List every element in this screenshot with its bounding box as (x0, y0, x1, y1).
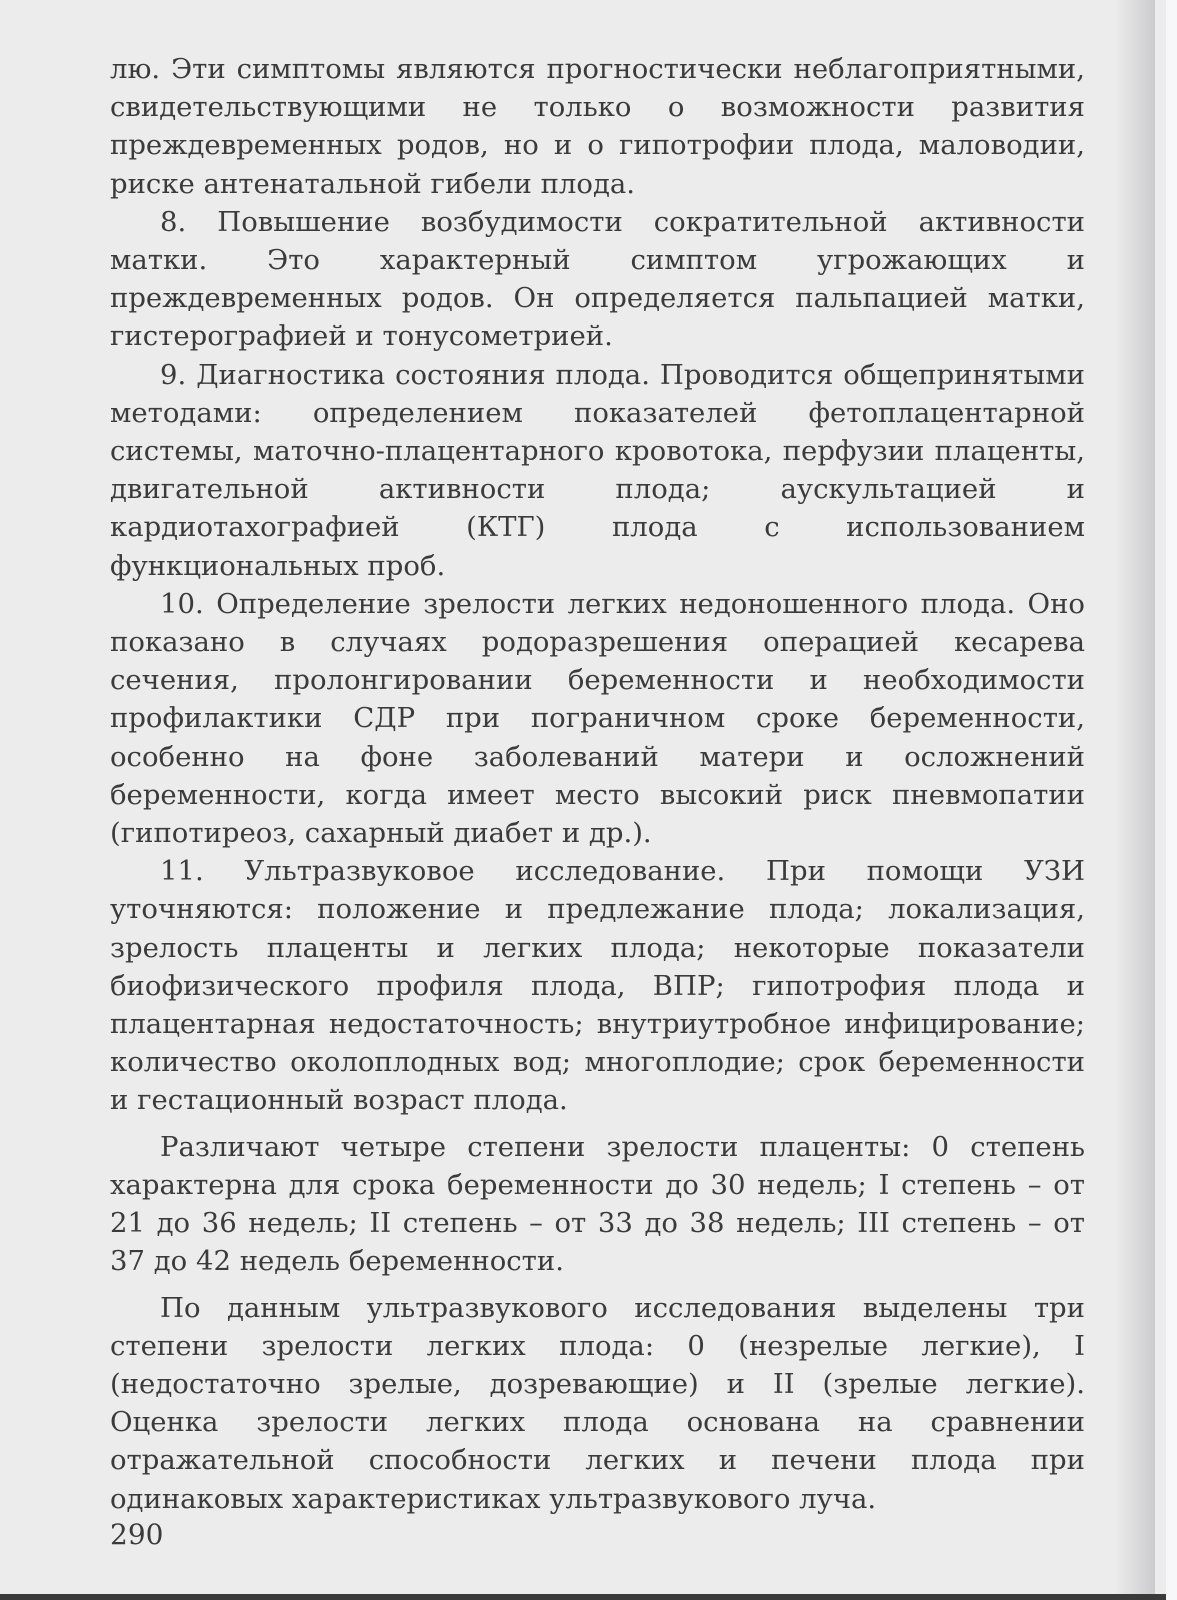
body-text (110, 50, 1085, 1518)
paragraph-placenta-maturity: Различают четыре степени зрелости плаценты: 0 степень характерна для срока беременности до 30 недель; I степень – от 21 до 36 недель; II степень – от 33 до 38 недель; III степень – от 37 до 42 недель беременности. (110, 1130, 1085, 1278)
page-gutter-shadow (1115, 0, 1155, 1600)
paragraph-item-10: 10. Определение зрелости легких недоношенного плода. Оно показано в случаях родоразрешения операцией кесарева сечения, пролонгировании беременности и необходимости профилактики СДР при пограничном сроке беременности, особенно на фоне заболеваний матери и осложнений беременности, когда имеет место высокий риск пневмопатии (гипотиреоз, сахарный диабет и др.). (110, 587, 1085, 850)
page-number: 290 (110, 1518, 164, 1551)
paragraph-lung-maturity: По данным ультразвукового исследования выделены три степени зрелости легких плода: 0 (незрелые легкие), I (недостаточно зрелые, дозревающие) и II (зрелые легкие). Оценка зрелости легких плода основана на сравнении отражательной способности легких и печени плода при одинаковых характеристиках ультразвукового луча. (110, 1291, 1085, 1515)
paragraph-item-11: 11. Ультразвуковое исследование. При помощи УЗИ уточняются: положение и предлежание плода; локализация, зрелость плаценты и легких плода; некоторые показатели биофизического профиля плода, ВПР; гипотрофия плода и плацентарная недостаточность; внутриутробное инфицирование; количество околоплодных вод; многоплодие; срок беременности и гестационный возраст плода. (110, 855, 1085, 1117)
paragraph-item-9: 9. Диагностика состояния плода. Проводится общепринятыми методами: определением показателей фетоплацентарной системы, маточно-плацентарного кровотока, перфузии плаценты, двигательной активности плода; аускультацией и кардиотахографией (КТГ) плода с использованием функциональных проб. (110, 358, 1085, 582)
paragraph-item-8: 8. Повышение возбудимости сократительной активности матки. Это характерный симптом угрожающих и преждевременных родов. Он определяется пальпацией матки, гистерографией и тонусометрией. (110, 205, 1085, 353)
page-bottom-edge (0, 1594, 1166, 1600)
paragraph-continuation: лю. Эти симптомы являются прогностически неблагоприятными, свидетельствующими не только о возможности развития преждевременных родов, но и о гипотрофии плода, маловодии, риске антенатальной гибели плода. (110, 53, 1085, 200)
scan-edge (1166, 0, 1177, 1600)
